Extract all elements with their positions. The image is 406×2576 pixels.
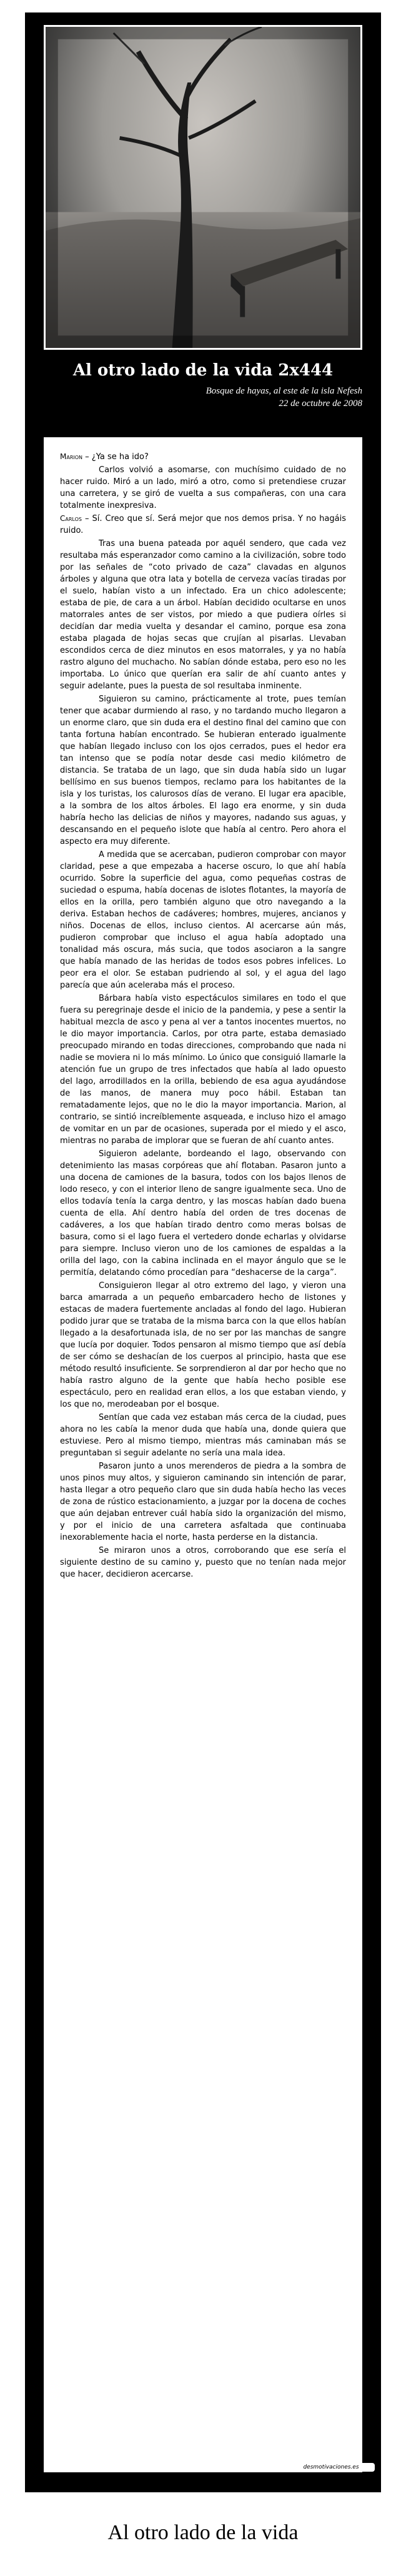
speaker-name: Carlos bbox=[60, 514, 82, 523]
story-paragraph: Pasaron junto a unos merenderos de piedra a la sombra de unos pinos muy altos, y siguieron caminando sin intención de parar, hasta llegar a otro pequeño claro que sin duda había hecho las veces de zona de rústico estacionamiento, a juzgar por la docena de coches que aún dejaban entrever cuál había sido la organización del mismo, y por el inicio de una carretera asfaltada que continuaba inexorablemente hacia el norte, hasta perderse en la distancia. bbox=[60, 1462, 346, 1542]
poster-subtitle bbox=[44, 385, 362, 410]
page-caption: Al otro lado de la vida bbox=[107, 2521, 299, 2544]
watermark-link[interactable]: desmotivaciones.es bbox=[287, 2463, 375, 2472]
story-paragraph: Bárbara había visto espectáculos similares en todo el que fuera su peregrinaje desde el inicio de la pandemia, y pese a sentir la habitual mezcla de asco y pena al ver a tantos inocentes muertos, no le dio mayor importancia. Carlos, por otra parte, estaba demasiado preocupado mirando en todas direcciones, comprobando que nada ni nadie se moviera ni lo más mínimo. Lo único que consiguió llamarle la atención fue un grupo de tres infectados que había al lado opuesto del lago, arrodillados en la orilla, bebiendo de esa agua ayudándose de las manos, de manera muy poco hábil. Estaban tan rematadamente lejos, que no le dio la mayor importancia. Marion, al contrario, se sintió increíblemente asqueada, e incluso hizo el amago de vomitar en un par de ocasiones, superada por el miedo y el asco, mientras no paraba de implorar que se fueran de ahí cuanto antes. bbox=[60, 994, 346, 1146]
story-paragraph: Tras una buena pateada por aquél sendero, que cada vez resultaba más esperanzador como camino a la civilización, sobre todo por las señales de “coto privado de caza” clavadas en algunos árboles y alguna que otra lata y botella de cerveza vacías tiradas por el suelo, habían visto a un infectado. Era un chico adolescente; estaba de pie, de cara a un árbol. Habían decidido ocultarse en unos matorrales antes de ser vistos, por miedo a que pudiera oírles si decidían dar media vuelta y desandar el camino, porque esa zona estaba plagada de hojas secas que crujían al pisarlas. Llevaban escondidos cerca de diez minutos en esos matorrales, y ya no había rastro alguno del muchacho. No sabían dónde estaba, pero eso no les importaba. Lo único que querían era salir de ahí cuanto antes y seguir adelante, pues la puesta de sol resultaba inminente. bbox=[60, 539, 346, 691]
demotivational-poster bbox=[25, 12, 381, 2492]
story-paragraph: Se miraron unos a otros, corroborando que ese sería el siguiente destino de su camino y, puesto que no tenían nada mejor que hacer, decidieron acercarse. bbox=[60, 1546, 346, 1579]
dialog-text: – Sí. Creo que sí. Será mejor que nos demos prisa. Y no hagáis ruido. bbox=[60, 514, 346, 535]
landscape-with-tree-and-bench-icon bbox=[46, 27, 360, 348]
poster-photo bbox=[44, 25, 362, 350]
poster-title: Al otro lado de la vida 2x444 bbox=[72, 361, 334, 380]
location-line: Bosque de hayas, al este de la isla Nefesh bbox=[205, 386, 362, 396]
date-line: 22 de octubre de 2008 bbox=[279, 399, 362, 409]
story-paragraph: Consiguieron llegar al otro extremo del lago, y vieron una barca amarrada a un pequeño embarcadero hecho de listones y estacas de madera fuertemente ancladas al fondo del lago. Hubieran podido jurar que se trataba de la misma barca con la que ellos habían llegado a la desafortunada isla, de no ser por las manchas de sangre que lucía por doquier. Todos pensaron al mismo tiempo que así debía de ser cómo se deshacían de los cuerpos al principio, hasta que ese método resultó insuficiente. Se sorprendieron al dar por hecho que no había rastro alguno de la gente que había hecho posible ese espectáculo, pero en realidad eran ellos, a los que estaban viendo, y los que no, merodeaban por el bosque. bbox=[60, 1281, 346, 1409]
story-text bbox=[44, 437, 362, 2472]
story-paragraph: Carlos volvió a asomarse, con muchísimo cuidado de no hacer ruido. Miró a un lado, miró a otro, como si pretendiese cruzar una carretera, y se giró de vuelta a sus compañeras, con una cara totalmente inexpresiva. bbox=[60, 465, 346, 510]
speaker-name: Marion bbox=[60, 452, 83, 461]
story-paragraph: Sentían que cada vez estaban más cerca de la ciudad, pues ahora no les cabía la menor duda que había una, donde quiera que estuviese. Pero al mismo tiempo, mientras más caminaban más se preguntaban si seguir adelante no sería una mala idea. bbox=[60, 1413, 346, 1458]
poster-header bbox=[44, 361, 362, 410]
story-paragraph: A medida que se acercaban, pudieron comprobar con mayor claridad, pese a que empezaba a hacerse oscuro, lo que ahí había ocurrido. Sobre la superficie del agua, como pequeñas costras de suciedad o espuma, había docenas de islotes flotantes, la mayoría de ellos en la orilla, pero también alguno que otro navegando a la deriva. Estaban hechos de cadáveres; hombres, mujeres, ancianos y niños. Docenas de ellos, incluso cientos. Al acercarse aún más, pudieron comprobar que incluso el agua había adoptado una tonalidad más oscura, más sucia, que todos asociaron a la sangre que había manado de las heridas de todos esos pobres infelices. Lo peor era el olor. Se estaban pudriendo al sol, y el agua del lago parecía que aún aceleraba más el proceso. bbox=[60, 850, 346, 990]
dialog-line bbox=[60, 451, 346, 463]
story-paragraph: Siguieron su camino, prácticamente al trote, pues temían tener que acabar durmiendo al raso, y no tardando mucho llegaron a un enorme claro, que sin duda era el destino final del camino que con tanta fortuna habían encontrado. Se hubieran enterado igualmente que habían llegado incluso con los ojos cerrados, pues el hedor era tan intenso que se podía notar desde casi medio kilómetro de distancia. Se trataba de un lago, que sin duda había sido un lugar bellísimo en sus buenos tiempos, reclamo para los habitantes de la isla y los turistas, los calurosos días de verano. El lugar era apacible, a la sombra de los altos árboles. El lago era enorme, y sin duda habría hecho las delicias de niños y mayores, nadando sus aguas, y descansando en el pequeño islote que había al centro. Pero ahora el aspecto era muy diferente. bbox=[60, 695, 346, 846]
dialog-text: – ¿Ya se ha ido? bbox=[82, 452, 149, 462]
dialog-line bbox=[60, 513, 346, 537]
story-paragraph: Siguieron adelante, bordeando el lago, observando con detenimiento las masas corpóreas que ahí flotaban. Pasaron junto a una docena de camiones de la basura, todos con los bajos llenos de lodo reseco, y con el interior lleno de sangre igualmente seca. Uno de ellos todavía tenía la carga dentro, y las moscas habían dado buena cuenta de ella. Ahí dentro había del orden de tres docenas de cadáveres, a los que habían tirado dentro como meras bolsas de basura, como si el lago fuera el vertedero donde echarlas y olvidarse para siempre. Incluso vieron uno de los camiones de espaldas a la orilla del lago, con la cabina inclinada en el mayor ángulo que se le permitía, delatando cómo procedían para “deshacerse de la carga”. bbox=[60, 1149, 346, 1277]
